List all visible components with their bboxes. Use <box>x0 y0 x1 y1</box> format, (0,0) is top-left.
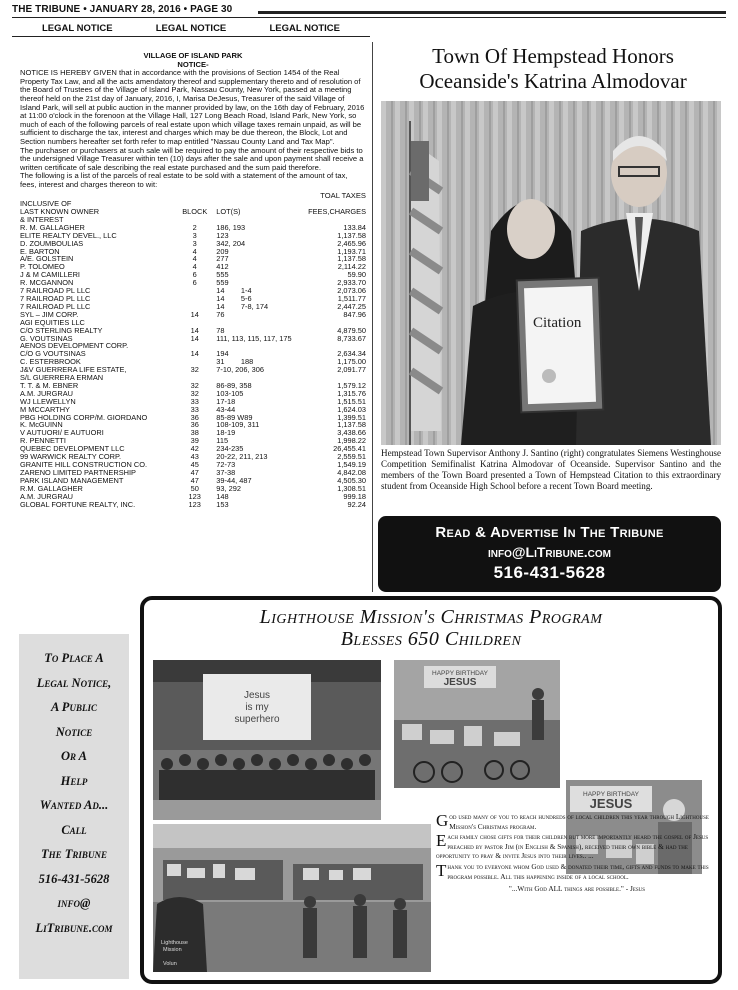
block-cell: 2 <box>192 222 197 232</box>
owner-cell: 7 RAILROAD PL LLC <box>20 286 91 296</box>
banner-jesus-superhero: Jesus is my superhero <box>234 690 280 725</box>
owner-cell: C. ESTERBROOK <box>20 357 81 367</box>
fees-cell: 1,308.51 <box>337 483 366 493</box>
fees-cell: 1,515.51 <box>337 396 366 406</box>
fees-cell: 1,137.58 <box>337 230 366 240</box>
owner-cell: QUEBEC DEVELOPMENT LLC <box>20 444 125 454</box>
owner-cell: R.M. GALLAGHER <box>20 483 83 493</box>
fees-cell: 59.90 <box>347 270 366 280</box>
fees-cell: 92.24 <box>347 499 366 509</box>
block-cell: 33 <box>190 396 199 406</box>
lighthouse-headline <box>144 606 718 650</box>
fees-cell: 1,511.77 <box>337 293 366 303</box>
village-notice <box>20 52 366 508</box>
block-cell: 47 <box>190 475 199 485</box>
story-text: od used many of you to reach hundreds of local children this year through Lighthouse Mission's Christmas program. <box>449 812 709 831</box>
col-lots-header: LOT(S) <box>216 206 241 216</box>
legal-box-line: Or A <box>60 749 88 763</box>
ad-phone: 516-431-5628 <box>493 563 606 582</box>
block-cell: 47 <box>190 467 199 477</box>
hempstead-photo-art <box>381 101 721 445</box>
block-cell: 14 <box>190 333 199 343</box>
block-cell: 42 <box>190 444 199 454</box>
legal-notice-label: LEGAL NOTICE <box>42 23 113 34</box>
lots-cell: 14 5-6 <box>216 293 252 303</box>
fees-cell: 4,505.30 <box>337 475 366 485</box>
block-cell: 33 <box>190 404 199 414</box>
flag <box>409 121 441 445</box>
legal-box-line: Legal Notice, <box>36 675 112 690</box>
lots-cell: 209 <box>216 246 229 256</box>
drop-cap: E <box>436 831 447 851</box>
photo-gift-tables <box>153 824 431 972</box>
ad-email[interactable]: info@LiTribune.com <box>488 544 611 560</box>
owner-cell: AGI EQUITIES LLC <box>20 317 85 327</box>
fees-cell: 2,091.77 <box>337 365 366 375</box>
block-cell <box>179 295 210 303</box>
owner-cell: G. VOUTSINAS <box>20 333 73 343</box>
fees-cell: 1,579.12 <box>337 380 366 390</box>
owner-cell: A/E. GOLSTEIN <box>20 254 74 264</box>
lots-cell: 93, 292 <box>216 483 241 493</box>
lots-cell: 234-235 <box>216 444 244 454</box>
notice-paragraph: The following is a list of the parcels of real estate to be sold with a statement of the amount of tax, fees, interest and charges thereon to wit: <box>20 171 348 189</box>
owner-cell: D. ZOUMBOULIAS <box>20 238 84 248</box>
hempstead-caption: Hempstead Town Supervisor Anthony J. Santino (right) congratulates Siemens Westinghouse Competition Semifinalist Katrina Almodovar of Oceanside. Supervisor Santino and the members of the Town Board presented a Town of Hempstead Citation to this extraordinary student from Oceanside High School before a recent Town Board meeting. <box>381 448 721 491</box>
lots-cell: 76 <box>216 309 225 319</box>
fees-cell: 1,137.58 <box>337 420 366 430</box>
legal-box-line: The Tribune <box>41 847 107 861</box>
lots-cell: 14 7-8, 174 <box>216 301 269 311</box>
legal-box-line: Notice <box>55 724 93 739</box>
lighthouse-title-line: Blesses 650 Children <box>340 628 522 650</box>
owner-cell: PARK ISLAND MANAGEMENT <box>20 475 124 485</box>
fees-cell: 26,455.41 <box>333 444 366 454</box>
block-cell: 45 <box>190 460 199 469</box>
owner-cell: ZARENO LIMITED PARTNERSHIP <box>20 467 136 477</box>
fees-cell: 1,175.00 <box>337 357 366 367</box>
owner-cell: SYL – JIM CORP. <box>20 309 79 319</box>
fees-cell: 2,114.22 <box>337 262 366 272</box>
owner-cell: A.M. JURGRAU <box>20 388 73 398</box>
lots-cell: 153 <box>216 499 229 509</box>
fees-cell: 2,634.34 <box>337 349 366 359</box>
legal-box-line: 516-431-5628 <box>38 871 110 886</box>
fees-cell: 2,559.51 <box>337 452 366 462</box>
legal-notice-rule <box>12 36 370 37</box>
lots-cell: 123 <box>216 230 229 240</box>
fees-cell: 8,733.67 <box>337 333 366 343</box>
citation-text: Citation <box>533 315 582 331</box>
owner-cell: C/O STERLING REALTY <box>20 325 103 335</box>
lots-cell: 85-89 W89 <box>216 412 253 422</box>
block-cell <box>179 287 210 295</box>
tax-table <box>20 200 366 508</box>
block-cell: 6 <box>192 278 197 288</box>
lots-cell: 78 <box>216 325 225 335</box>
owner-cell: M MCCARTHY <box>20 404 70 414</box>
lots-cell: 277 <box>216 254 229 264</box>
column-divider <box>372 42 373 592</box>
fees-cell: 999.18 <box>343 491 366 501</box>
owner-cell: J&V GUERRERA LIFE ESTATE, <box>20 365 127 375</box>
fees-cell: 1,137.58 <box>337 254 366 264</box>
owner-cell: 7 RAILROAD PL LLC <box>20 293 91 303</box>
lots-cell: 37-38 <box>216 467 236 477</box>
page-header: THE TRIBUNE • JANUARY 28, 2016 • PAGE 30 <box>12 4 233 15</box>
fees-cell: 1,998.22 <box>337 436 366 446</box>
col-block-header: BLOCK <box>182 206 208 216</box>
lots-cell: 18-19 <box>216 428 236 438</box>
header-rule <box>258 11 726 14</box>
legal-notice-label: LEGAL NOTICE <box>155 23 227 34</box>
owner-cell: V AUTUORI/ E AUTUORI <box>20 428 104 438</box>
story-paragraph <box>436 812 718 831</box>
legal-box-line: Help <box>60 773 88 788</box>
story-paragraph <box>436 832 718 861</box>
lots-cell: 108-109, 311 <box>216 420 260 430</box>
notice-subtitle: NOTICE- <box>177 59 209 69</box>
fees-cell: 2,933.70 <box>337 278 366 288</box>
block-cell: 4 <box>192 246 197 256</box>
drop-cap: G <box>436 811 449 830</box>
fees-cell: 1,399.51 <box>337 412 366 422</box>
citation-certificate <box>517 278 604 413</box>
legal-notice-box <box>19 634 129 979</box>
block-cell: 3 <box>192 230 197 240</box>
owner-cell: P. TOLOMEO <box>20 262 65 272</box>
block-cell: 36 <box>190 412 199 422</box>
fees-cell: 1,193.71 <box>337 246 366 256</box>
owner-cell: K. McGUINN <box>20 420 63 430</box>
owner-cell: AENOS DEVELOPMENT CORP. <box>20 341 129 351</box>
lots-cell: 86-89, 358 <box>216 380 252 390</box>
block-cell: 32 <box>190 365 199 375</box>
legal-box-line[interactable]: info@ <box>57 896 91 910</box>
fees-cell: 2,465.96 <box>337 238 366 248</box>
hempstead-headline: Town Of Hempstead Honors Oceanside's Katrina Almodovar <box>419 44 687 93</box>
fees-cell: 1,549.19 <box>337 460 366 469</box>
col-fees-header: FEES,CHARGES <box>308 206 366 216</box>
legal-box-line: To Place A <box>44 651 104 665</box>
block-cell: 14 <box>190 325 199 335</box>
owner-cell: S/L GUERRERA ERMAN <box>20 373 104 383</box>
lots-cell: 115 <box>216 436 229 446</box>
lots-cell: 7-10, 206, 306 <box>216 365 264 375</box>
story-text: ach family chose gifts for their children but more importantly heard the gospel of Jesus preached by pastor Jim (in English & Spanish), received their own bible & had the opportunity to pray & invite Jesus into their lives.. ... <box>436 832 709 861</box>
fees-cell: 847.96 <box>343 309 366 319</box>
block-cell: 32 <box>190 380 199 390</box>
banner-happy-birthday-2: HAPPY BIRTHDAY JESUS <box>583 791 639 811</box>
shirt-text: Lighthouse Mission Volun <box>161 940 188 967</box>
lots-cell: 559 <box>216 278 229 288</box>
notice-paragraph: The purchaser or purchasers at such sale will be required to pay the amount of their respective bids to the undersigned Village Treasurer within ten (10) days after the sale and upon payment shall receive a written certificate of sale describing the real estate purchased and the sum paid therefore. <box>20 145 364 172</box>
fees-cell: 2,073.06 <box>337 286 366 296</box>
block-cell: 6 <box>192 270 197 280</box>
total-taxes-label: TOAL TAXES <box>320 190 366 200</box>
notice-paragraph: NOTICE IS HEREBY GIVEN that in accordance with the provisions of Section 1454 of the Real Property Tax Law, and all the acts amendatory thereof and supplementary thereto and of resolution of the Board of Trustees of the Village of Island Park, Nassau County, New York, passed at a meeting thereof held on the 21st day of January, 2016, I, Marisa DeJesus, Treasurer of the said Village of Island Park, will sell at public auction in the manner provided by law, on the 16th day of February, 2016 at 11:00 o'clock in the forenoon at the Village Hall, 127 Long Beach Road, Island Park, New York, so much of each of the following parcels of real estate upon which village taxes remain unpaid, as will be sufficient to discharge the tax, interest and charges which may be due thereon, the Block, Lot and Section numbers hereafter set forth refer to map entitled "Nassau County Land and Tax Map". <box>20 68 365 146</box>
story-quote: "...With God ALL things are possible." - Jesus <box>508 884 646 894</box>
lots-cell: 39-44, 487 <box>216 475 252 485</box>
lots-cell: 72-73 <box>216 460 236 469</box>
owner-cell: J & M CAMILLERI <box>20 270 80 280</box>
lots-cell: 14 1-4 <box>216 286 252 296</box>
block-cell: 4 <box>192 262 197 272</box>
owner-cell: E. BARTON <box>20 246 60 256</box>
lots-cell <box>210 319 307 327</box>
lots-cell: 412 <box>216 262 229 272</box>
hempstead-photo <box>381 101 721 445</box>
block-cell: 38 <box>190 428 199 438</box>
block-cell: 36 <box>190 420 199 430</box>
photo-superhero-stage <box>153 660 381 820</box>
col-owner-header: INCLUSIVE OF LAST KNOWN OWNER & INTEREST <box>20 199 100 224</box>
owner-cell: A.M. JURGRAU <box>20 491 73 501</box>
block-cell: 32 <box>190 388 199 398</box>
drop-cap: T <box>436 860 447 880</box>
owner-cell: R. MCGANNON <box>20 278 74 288</box>
lots-cell: 186, 193 <box>216 222 246 232</box>
banner-happy-birthday: HAPPY BIRTHDAY JESUS <box>432 670 488 688</box>
fees-cell: 4,842.08 <box>337 467 366 477</box>
fees-cell: 3,438.66 <box>337 428 366 438</box>
lighthouse-story <box>436 812 718 894</box>
block-cell: 4 <box>192 254 197 264</box>
story-text: hank you to everyone whom God used & donated their time, gifts and funds to make this program possible. All this happening inside of a local school. <box>447 861 709 881</box>
lots-cell: 111, 113, 115, 117, 175 <box>216 333 292 343</box>
notice-title: VILLAGE OF ISLAND PARK <box>143 51 243 60</box>
fees-cell: 4,879.50 <box>337 325 366 335</box>
lots-cell: 555 <box>216 270 229 280</box>
legal-box-line: Call <box>61 822 87 837</box>
legal-box-line: A Public <box>51 700 97 714</box>
owner-cell: WJ LLEWELLYN <box>20 396 76 406</box>
legal-box-line: Wanted Ad... <box>39 798 109 812</box>
owner-cell: PBG HOLDING CORP/M. GIORDANO <box>20 412 148 422</box>
legal-notice-label: LEGAL NOTICE <box>269 23 340 34</box>
owner-cell: ELITE REALTY DEVEL., LLC <box>20 230 117 240</box>
ad-headline: Read & Advertise In The Tribune <box>435 524 664 541</box>
block-cell: 14 <box>190 349 199 359</box>
lighthouse-title-line: Lighthouse Mission's Christmas Program <box>259 606 603 628</box>
block-cell: 43 <box>190 452 199 462</box>
lighthouse-feature <box>140 596 722 984</box>
owner-cell: GRANITE HILL CONSTRUCTION CO. <box>20 460 148 469</box>
block-cell: 39 <box>190 436 199 446</box>
owner-cell: R. PENNETTI <box>20 436 66 446</box>
owner-cell: T. T. & M. EBNER <box>20 380 79 390</box>
fees-cell: 133.84 <box>343 222 366 232</box>
lots-cell: 17-18 <box>216 396 236 406</box>
tribune-ad <box>378 516 721 592</box>
owner-cell: C/O G VOUTSINAS <box>20 349 86 359</box>
legal-notice-labels <box>12 23 370 34</box>
block-cell: 14 <box>190 309 199 319</box>
owner-cell: 7 RAILROAD PL LLC <box>20 301 91 311</box>
legal-box-line[interactable]: LiTribune.com <box>35 920 113 935</box>
lots-cell: 20-22, 211, 213 <box>216 452 268 462</box>
owner-cell: R. M. GALLAGHER <box>20 222 85 232</box>
lots-cell: 43-44 <box>216 404 236 414</box>
lots-cell: 103-105 <box>216 388 244 398</box>
top-rule <box>12 17 726 18</box>
lots-cell: 148 <box>216 491 229 501</box>
lots-cell: 342, 204 <box>216 238 246 248</box>
block-cell: 3 <box>192 238 197 248</box>
lots-cell: 194 <box>216 349 229 359</box>
block-cell: 123 <box>188 499 201 509</box>
owner-cell: 99 WARWICK REALTY CORP. <box>20 452 122 462</box>
tax-table-body <box>20 224 366 509</box>
story-paragraph <box>436 862 718 881</box>
table-row <box>20 501 366 509</box>
block-cell: 123 <box>188 491 201 501</box>
fees-cell: 1,315.76 <box>337 388 366 398</box>
fees-cell: 1,624.03 <box>337 404 366 414</box>
owner-cell: GLOBAL FORTUNE REALTY, INC. <box>20 499 136 509</box>
photo-gifts-room <box>394 660 560 788</box>
lots-cell: 31 188 <box>216 357 254 367</box>
fees-cell: 2,447.25 <box>337 301 366 311</box>
block-cell: 50 <box>190 483 199 493</box>
